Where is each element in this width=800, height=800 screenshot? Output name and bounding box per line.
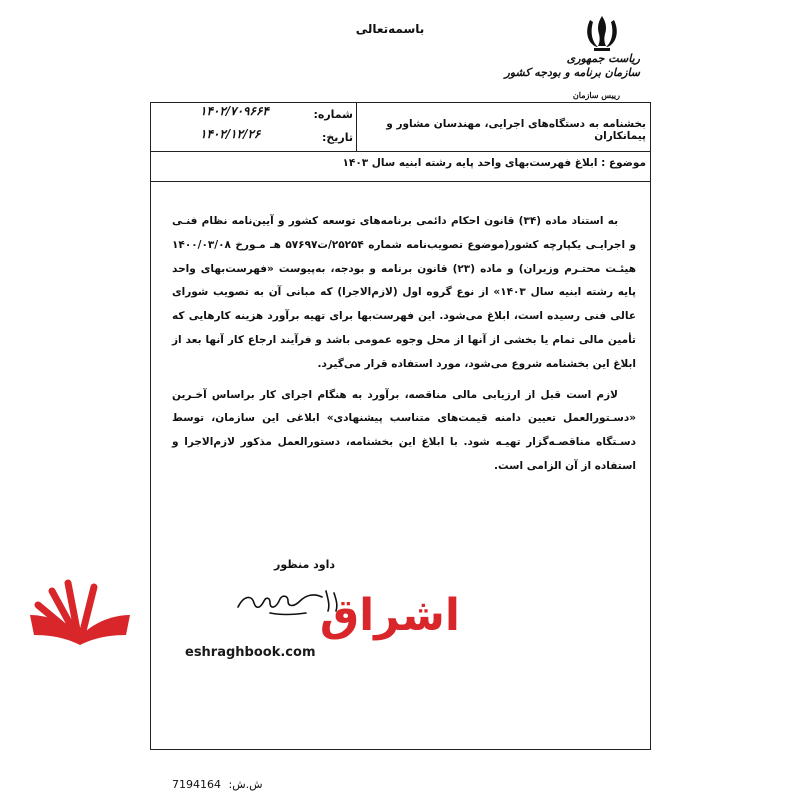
date-value: ۱۴۰۲/۱۲/۲۶ bbox=[200, 127, 261, 141]
salutation: باسمه‌تعالی bbox=[355, 22, 425, 36]
watermark-word: اشراق bbox=[319, 590, 460, 641]
org-name-line2: سازمان برنامه و بودجه کشور bbox=[504, 66, 640, 79]
signer-name: داود منظور bbox=[274, 558, 335, 571]
header-divider bbox=[151, 151, 650, 152]
iran-emblem-icon bbox=[580, 12, 624, 56]
watermark-site: eshraghbook.com bbox=[185, 645, 316, 660]
number-label: شماره: bbox=[313, 108, 353, 121]
body-paragraph-2: لازم است قبل از ارزیابی مالی مناقصه، برآورد به هنگام اجرای کار براساس آخـرین «دسـتورالعمل تعیین دامنه قیمت‌های متناسب پیشنهادی» ابلاغی این سازمان، توسط دسـتگاه مناقصـه‌گزار تهیـه شود. با ابلاغ این بخشنامه، دستورالعمل مذکور لازم‌الاجرا و استفاده از آن الزامی است. bbox=[172, 388, 636, 472]
subject-divider bbox=[151, 181, 650, 182]
subject-line: موضوع : ابلاغ فهرست‌بهای واحد پایه رشته ابنیه سال ۱۴۰۳ bbox=[342, 157, 646, 169]
date-label: تاریخ: bbox=[321, 131, 353, 144]
addressee: بخشنامه به دستگاه‌های اجرایی، مهندسان مشاور و پیمانکاران bbox=[386, 118, 646, 142]
footer-serial bbox=[172, 778, 292, 791]
body-paragraph-1: به استناد ماده (۳۴) قانون احکام دائمی برنامه‌های توسعه کشور و آیین‌نامه نظام فنـی و اجرایـی یکپارچه کشور(موضوع تصویب‌نامه شماره ۲۵۲۵۴/ت۵۷۶۹۷ هـ مـورخ ۱۴۰۰/۰۳/۰۸ هیئـت محتـرم وزیران) و ماده (۲۳) قانون برنامه و بودجه، به‌پیوست «فهرست‌بهای واحد پایه رشته ابنیه سال ۱۴۰۳» از نوع گروه اول (لازم‌الاجرا) که مبانی آن به تصویب شورای عالی فنی رسیده است، ابلاغ می‌شود. این فهرست‌بها برای تهیه برآورد هزینه کارهایی که تأمین مالی تمام یا بخشی از آنها از محل وجوه عمومی باشد و فرآیند ارجاع کار آنها بعد از ابلاغ این بخشنامه شروع می‌شود، مورد استفاده قرار می‌گیرد. bbox=[172, 215, 637, 370]
book-logo-icon bbox=[20, 575, 140, 645]
meta-divider bbox=[356, 103, 357, 151]
footer-serial-value: 7194164 bbox=[172, 778, 221, 791]
letter-body bbox=[172, 210, 636, 486]
footer-serial-label: ش.ش: bbox=[228, 778, 263, 791]
org-title: رییس سازمان bbox=[572, 90, 620, 100]
number-value: ۱۴۰۲/۷۰۹۶۶۴ bbox=[200, 104, 269, 118]
org-name-line1: ریاست جمهوری bbox=[566, 52, 640, 65]
